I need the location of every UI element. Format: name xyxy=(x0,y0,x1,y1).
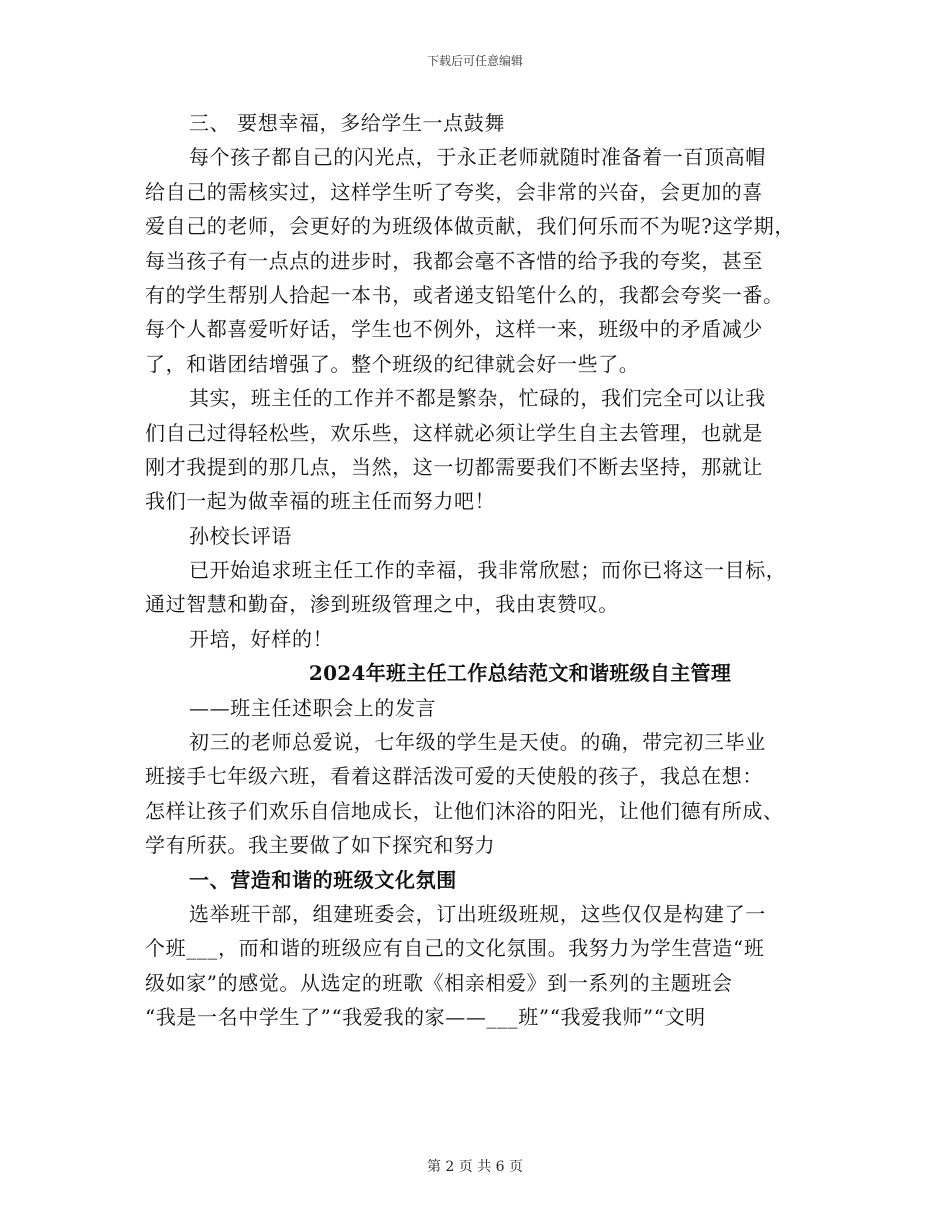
document-body xyxy=(145,106,825,1035)
paragraph-line: 开培，好样的！ xyxy=(189,626,334,651)
section-heading-3: 三、 要想幸福，多给学生一点鼓舞 xyxy=(189,111,505,135)
paragraph-line: 每当孩子有一点点的进步时，我都会毫不吝惜的给予我的夸奖，甚至 xyxy=(145,248,763,273)
paragraph-line: 其实，班主任的工作并不都是繁杂，忙碌的，我们完全可以让我 xyxy=(189,386,766,411)
paragraph-line: 有的学生帮别人拾起一本书，或者递支铅笔什么的，我都会夸奖一番。 xyxy=(145,282,784,307)
paragraph-line: 每个孩子都自己的闪光点，于永正老师就随时准备着一百顶高帽 xyxy=(189,145,766,170)
page-number: 第 2 页 共 6 页 xyxy=(426,1159,524,1175)
paragraph-line: 怎样让孩子们欢乐自信地成长，让他们沐浴的阳光，让他们德有所成、 xyxy=(145,798,784,823)
paragraph-line: 们自己过得轻松些，欢乐些，这样就必须让学生自主去管理，也就是 xyxy=(145,420,763,445)
paragraph-line: 级如家”的感觉。从选定的班歌《相亲相爱》到一系列的主题班会 xyxy=(145,970,733,995)
page-header-note: 下载后可任意编辑 xyxy=(426,54,523,68)
review-heading: 孙校长评语 xyxy=(189,523,292,548)
article-title: 2024年班主任工作总结范文和谐班级自主管理 xyxy=(308,661,732,686)
paragraph-line: “我是一名中学生了”“我爱我的家——___班”“我爱我师”“文明 xyxy=(145,1005,706,1030)
paragraph-line: 了，和谐团结增强了。整个班级的纪律就会好一些了。 xyxy=(145,351,640,376)
paragraph-line: 刚才我提到的那几点，当然，这一切都需要我们不断去坚持，那就让 xyxy=(145,454,763,479)
paragraph-line: 学有所获。我主要做了如下探究和努力 xyxy=(145,833,496,858)
article-subtitle: ——班主任述职会上的发言 xyxy=(189,695,437,720)
paragraph-line: 爱自己的老师，会更好的为班级体做贡献，我们何乐而不为呢?这学期， xyxy=(145,214,795,239)
paragraph-line: 个班___，而和谐的班级应有自己的文化氛围。我努力为学生营造“班 xyxy=(145,936,765,961)
paragraph-line: 班接手七年级六班，看着这群活泼可爱的天使般的孩子，我总在想： xyxy=(145,764,763,789)
paragraph-line: 我们一起为做幸福的班主任而努力吧！ xyxy=(145,489,496,514)
paragraph-line: 已开始追求班主任工作的幸福，我非常欣慰；而你已将这一目标， xyxy=(189,558,787,583)
paragraph-line: 给自己的需核实过，这样学生听了夸奖，会非常的兴奋，会更加的喜 xyxy=(145,179,763,204)
paragraph-line: 初三的老师总爱说，七年级的学生是天使。的确，带完初三毕业 xyxy=(189,730,766,755)
paragraph-line: 通过智慧和勤奋，渗到班级管理之中，我由衷赞叹。 xyxy=(145,592,619,617)
section-heading-1: 一、营造和谐的班级文化氛围 xyxy=(189,867,457,892)
paragraph-line: 选举班干部，组建班委会，订出班级班规，这些仅仅是构建了一 xyxy=(189,901,766,926)
paragraph-line: 每个人都喜爱听好话，学生也不例外，这样一来，班级中的矛盾减少 xyxy=(145,317,763,342)
